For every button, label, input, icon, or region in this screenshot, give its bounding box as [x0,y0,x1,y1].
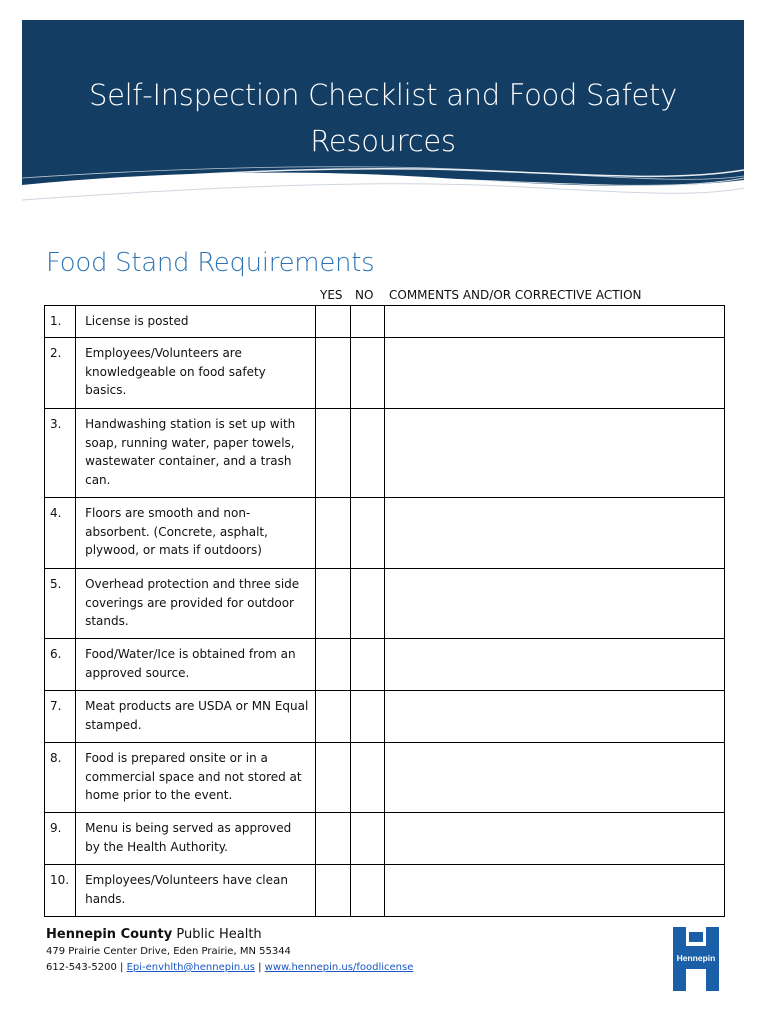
comment-cell[interactable] [385,813,725,865]
comment-cell[interactable] [385,338,725,409]
page-title [22,72,744,164]
no-checkbox-cell[interactable] [351,691,385,743]
yes-checkbox-cell[interactable] [316,306,351,338]
table-row [45,743,725,813]
comment-cell[interactable] [385,865,725,917]
item-text: Meat products are USDA or MN Equal stamped. [76,691,316,743]
table-row [45,306,725,338]
footer [46,926,413,976]
yes-checkbox-cell[interactable] [316,743,351,813]
hennepin-logo [672,926,720,992]
item-number: 3. [45,409,76,498]
page-title-line2: Resources [310,124,456,158]
item-number: 6. [45,639,76,691]
item-number: 2. [45,338,76,409]
yes-checkbox-cell[interactable] [316,409,351,498]
comment-cell[interactable] [385,691,725,743]
table-row [45,498,725,569]
table-row [45,409,725,498]
footer-email-link[interactable]: Epi-envhlth@hennepin.us [126,962,255,973]
table-row [45,813,725,865]
footer-phone: 612-543-5200 [46,962,117,973]
comment-cell[interactable] [385,743,725,813]
comment-cell[interactable] [385,409,725,498]
comment-cell[interactable] [385,639,725,691]
footer-website-link[interactable]: www.hennepin.us/foodlicense [264,962,414,973]
column-header-comments: COMMENTS AND/OR CORRECTIVE ACTION [389,288,642,302]
no-checkbox-cell[interactable] [351,639,385,691]
no-checkbox-cell[interactable] [351,498,385,569]
footer-contact [46,960,413,976]
item-number: 10. [45,865,76,917]
footer-address: 479 Prairie Center Drive, Eden Prairie, MN 55344 [46,946,291,957]
item-text: Overhead protection and three side coverings are provided for outdoor stands. [76,569,316,639]
page-title-line1: Self-Inspection Checklist and Food Safety [88,78,677,112]
footer-organization [46,926,413,944]
item-text: License is posted [76,306,316,338]
yes-checkbox-cell[interactable] [316,691,351,743]
footer-separator: | [254,962,265,973]
no-checkbox-cell[interactable] [351,338,385,409]
table-row [45,338,725,409]
header-banner [22,20,744,212]
item-text: Handwashing station is set up with soap, running water, paper towels, wastewater container, and a trash can. [76,409,316,498]
yes-checkbox-cell[interactable] [316,813,351,865]
yes-checkbox-cell[interactable] [316,498,351,569]
table-row [45,691,725,743]
table-row [45,569,725,639]
item-text: Menu is being served as approved by the Health Authority. [76,813,316,865]
item-text: Food is prepared onsite or in a commercial space and not stored at home prior to the event. [76,743,316,813]
comment-cell[interactable] [385,498,725,569]
no-checkbox-cell[interactable] [351,865,385,917]
hennepin-h-logo-icon [672,926,720,992]
section-title: Food Stand Requirements [46,248,375,278]
item-text: Floors are smooth and non-absorbent. (Concrete, asphalt, plywood, or mats if outdoors) [76,498,316,569]
table-row [45,639,725,691]
no-checkbox-cell[interactable] [351,813,385,865]
no-checkbox-cell[interactable] [351,409,385,498]
footer-org-rest: Public Health [172,927,262,942]
item-text: Employees/Volunteers have clean hands. [76,865,316,917]
item-number: 5. [45,569,76,639]
no-checkbox-cell[interactable] [351,569,385,639]
column-header-no: NO [355,288,374,302]
item-text: Food/Water/Ice is obtained from an approved source. [76,639,316,691]
footer-org-bold: Hennepin County [46,927,173,942]
no-checkbox-cell[interactable] [351,743,385,813]
item-number: 4. [45,498,76,569]
item-text: Employees/Volunteers are knowledgeable on food safety basics. [76,338,316,409]
logo-text: Hennepin [676,953,716,963]
comment-cell[interactable] [385,569,725,639]
item-number: 7. [45,691,76,743]
yes-checkbox-cell[interactable] [316,338,351,409]
item-number: 1. [45,306,76,338]
comment-cell[interactable] [385,306,725,338]
column-header-yes: YES [320,288,343,302]
table-row [45,865,725,917]
yes-checkbox-cell[interactable] [316,865,351,917]
checklist-table [44,305,725,917]
yes-checkbox-cell[interactable] [316,639,351,691]
yes-checkbox-cell[interactable] [316,569,351,639]
no-checkbox-cell[interactable] [351,306,385,338]
item-number: 8. [45,743,76,813]
item-number: 9. [45,813,76,865]
footer-separator: | [116,962,127,973]
